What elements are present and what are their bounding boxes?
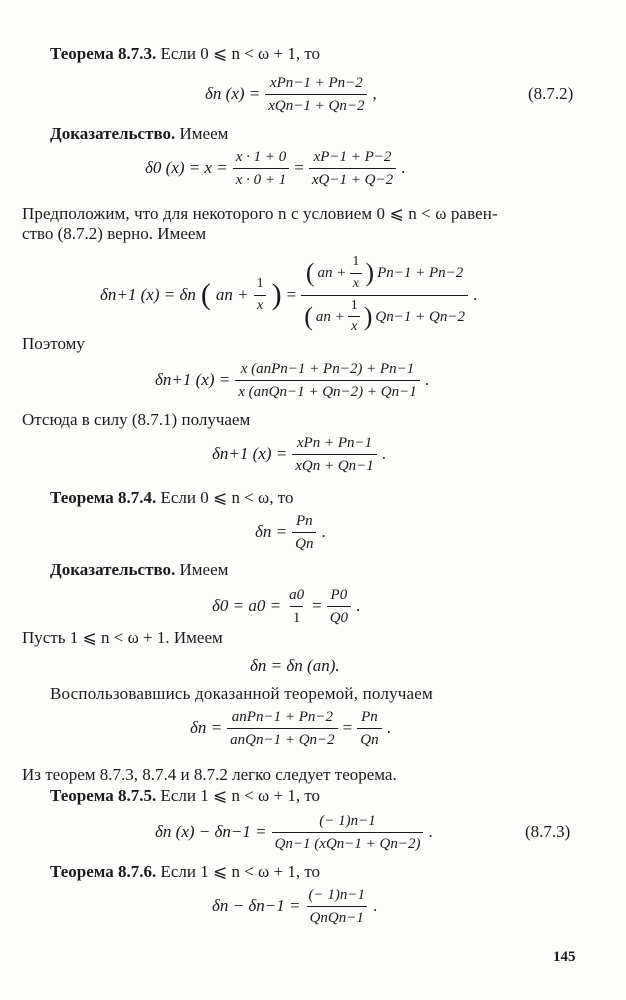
proof-text: Имеем [179,560,229,579]
fraction-denominator: x [254,295,266,315]
proof-heading [50,560,228,580]
proof-label: Доказательство. [50,560,176,579]
equation-punctuation: . [372,896,378,916]
theorem-label: Теорема 8.7.4. [50,488,157,507]
fraction [309,148,396,189]
fraction-denominator: Qn [357,728,381,749]
equation-8-7-4 [255,512,326,553]
proof-label: Доказательство. [50,124,176,143]
theorem-text: Если 1 ⩽ n < ω + 1, то [160,862,321,881]
equation-8-7-2 [205,74,377,115]
paragraph-line: Воспользовавшись доказанной теоремой, получаем [50,684,433,703]
fraction [233,148,290,189]
denominator-tail: Qn−1 + Qn−2 [375,308,465,325]
fraction-numerator: (− 1)n−1 [319,813,376,829]
equation-8-7-3 [155,812,433,853]
fraction-numerator: Pn [295,513,313,529]
fraction-numerator: anPn−1 + Pn−2 [231,709,333,725]
equation-punctuation: . [401,158,406,178]
fraction [227,708,338,749]
equation-using [190,708,391,749]
fraction-numerator: 1 [350,297,358,313]
equation-number: (8.7.3) [525,822,571,841]
fraction-one-over-x [254,276,267,315]
equation-induction-step [100,254,477,336]
fraction-denominator: Qn−1 (xQn−1 + Qn−2) [272,832,424,853]
theorem-label: Теорема 8.7.6. [50,862,157,881]
fraction-numerator: xPn + Pn−1 [296,435,373,451]
fraction [292,434,377,475]
fraction [235,360,420,401]
paren-content: an + [317,265,347,282]
equation-lhs: δ0 (x) = x = [145,158,228,178]
fraction-denominator: Qn [292,532,316,553]
left-paren: ( [305,258,315,288]
theorem-8-7-3 [50,44,320,64]
theorem-label: Теорема 8.7.5. [50,786,157,805]
fraction-numerator: (− 1)n−1 [308,887,365,903]
fraction [272,812,424,853]
paragraph-line: Из теорем 8.7.3, 8.7.4 и 8.7.2 легко следует теорема. [22,765,397,784]
equation-punctuation: . [472,284,478,304]
equation-lhs: δn = [255,522,288,542]
fraction-numerator: xPn−1 + Pn−2 [269,75,363,91]
equation-therefore [155,360,429,401]
equation-punctuation: . [386,718,391,738]
left-paren: ( [200,278,211,312]
paren-content: an + [315,308,345,325]
equation-lhs: δn (x) = [205,84,261,104]
numerator-tail: Pn−1 + Pn−2 [377,265,464,282]
proof-text: Имеем [179,124,229,143]
equation-let: δn = δn (an). [250,656,340,675]
fraction-denominator [301,295,468,337]
right-paren: ) [363,301,373,331]
theorem-8-7-5 [50,786,320,806]
fraction-numerator: x (anPn−1 + Pn−2) + Pn−1 [240,361,415,377]
fraction-numerator: Pn [361,709,378,725]
fraction-denominator: QnQn−1 [307,906,367,927]
fraction-numerator: x · 1 + 0 [235,149,287,165]
paragraph-line: ство (8.7.2) верно. Имеем [22,224,207,243]
fraction [292,512,316,553]
paragraph-line: Отсюда в силу (8.7.1) получаем [22,410,251,429]
compound-fraction [301,254,468,336]
equation-lhs: δn (x) − δn−1 = [155,822,267,842]
theorem-8-7-4 [50,488,293,508]
fraction [305,886,367,927]
equation-lhs: δn = [190,718,223,738]
equation-lhs: δn − δn−1 = [212,896,301,916]
proof-heading [50,124,228,144]
fraction-numerator: 1 [256,275,264,291]
fraction-numerator: 1 [352,254,360,269]
equation-hence [212,434,386,475]
paragraph-line: Пусть 1 ⩽ n < ω + 1. Имеем [22,628,223,647]
fraction-denominator: x [350,273,362,293]
fraction [327,586,351,627]
equation-lhs: δn+1 (x) = [155,370,231,390]
equation-8-7-6 [212,886,377,927]
theorem-label: Теорема 8.7.3. [50,44,157,63]
equation-punctuation: . [321,522,326,542]
right-paren: ) [365,258,375,288]
equation-lhs: δ0 = a0 = [212,596,282,616]
equation-punctuation: , [372,84,377,104]
paragraph-line: Поэтому [22,334,85,353]
theorem-text: Если 1 ⩽ n < ω + 1, то [160,786,321,805]
theorem-text: Если 0 ⩽ n < ω + 1, то [160,44,321,63]
equation-punctuation: . [424,370,429,390]
equation-punctuation: . [428,822,433,842]
fraction-numerator: P0 [330,587,348,603]
fraction-denominator: xQn + Qn−1 [292,454,377,475]
fraction-denominator: x · 0 + 1 [233,168,290,189]
paragraph-line: Предположим, что для некоторого n с условием 0 ⩽ n < ω равен- [22,204,498,223]
equals-sign: = [294,158,304,178]
fraction [286,586,307,627]
page-number: 145 [553,949,576,965]
fraction-denominator: anQn−1 + Qn−2 [227,728,338,749]
fraction-one-over-x [348,298,361,337]
theorem-text: Если 0 ⩽ n < ω, то [160,488,294,507]
paren-content: an + [215,284,249,304]
equation-punctuation: . [381,444,387,464]
equation-delta0 [212,586,360,627]
equation-delta0-x [145,148,405,189]
fraction [357,708,381,749]
equation-punctuation: . [356,596,361,616]
theorem-8-7-6 [50,862,320,882]
equals-sign: = [286,284,297,304]
equation-number: (8.7.2) [528,84,574,103]
fraction-denominator: 1 [290,606,304,627]
equals-sign: = [342,718,353,738]
fraction-denominator: x (anQn−1 + Qn−2) + Qn−1 [235,380,420,401]
equation-lhs: δn+1 (x) = δn [100,284,196,304]
fraction-denominator: x [348,316,360,336]
equals-sign: = [312,596,322,616]
fraction-denominator: xQn−1 + Qn−2 [265,94,367,115]
fraction-numerator: a0 [289,587,305,603]
fraction [265,74,367,115]
fraction-one-over-x [349,254,362,293]
equation-lhs: δn+1 (x) = [212,444,288,464]
fraction-numerator [303,254,466,295]
fraction-denominator: Q0 [327,606,351,627]
fraction-denominator: xQ−1 + Q−2 [309,168,396,189]
left-paren: ( [304,301,313,331]
fraction-numerator: xP−1 + P−2 [313,149,392,165]
right-paren: ) [271,278,282,312]
